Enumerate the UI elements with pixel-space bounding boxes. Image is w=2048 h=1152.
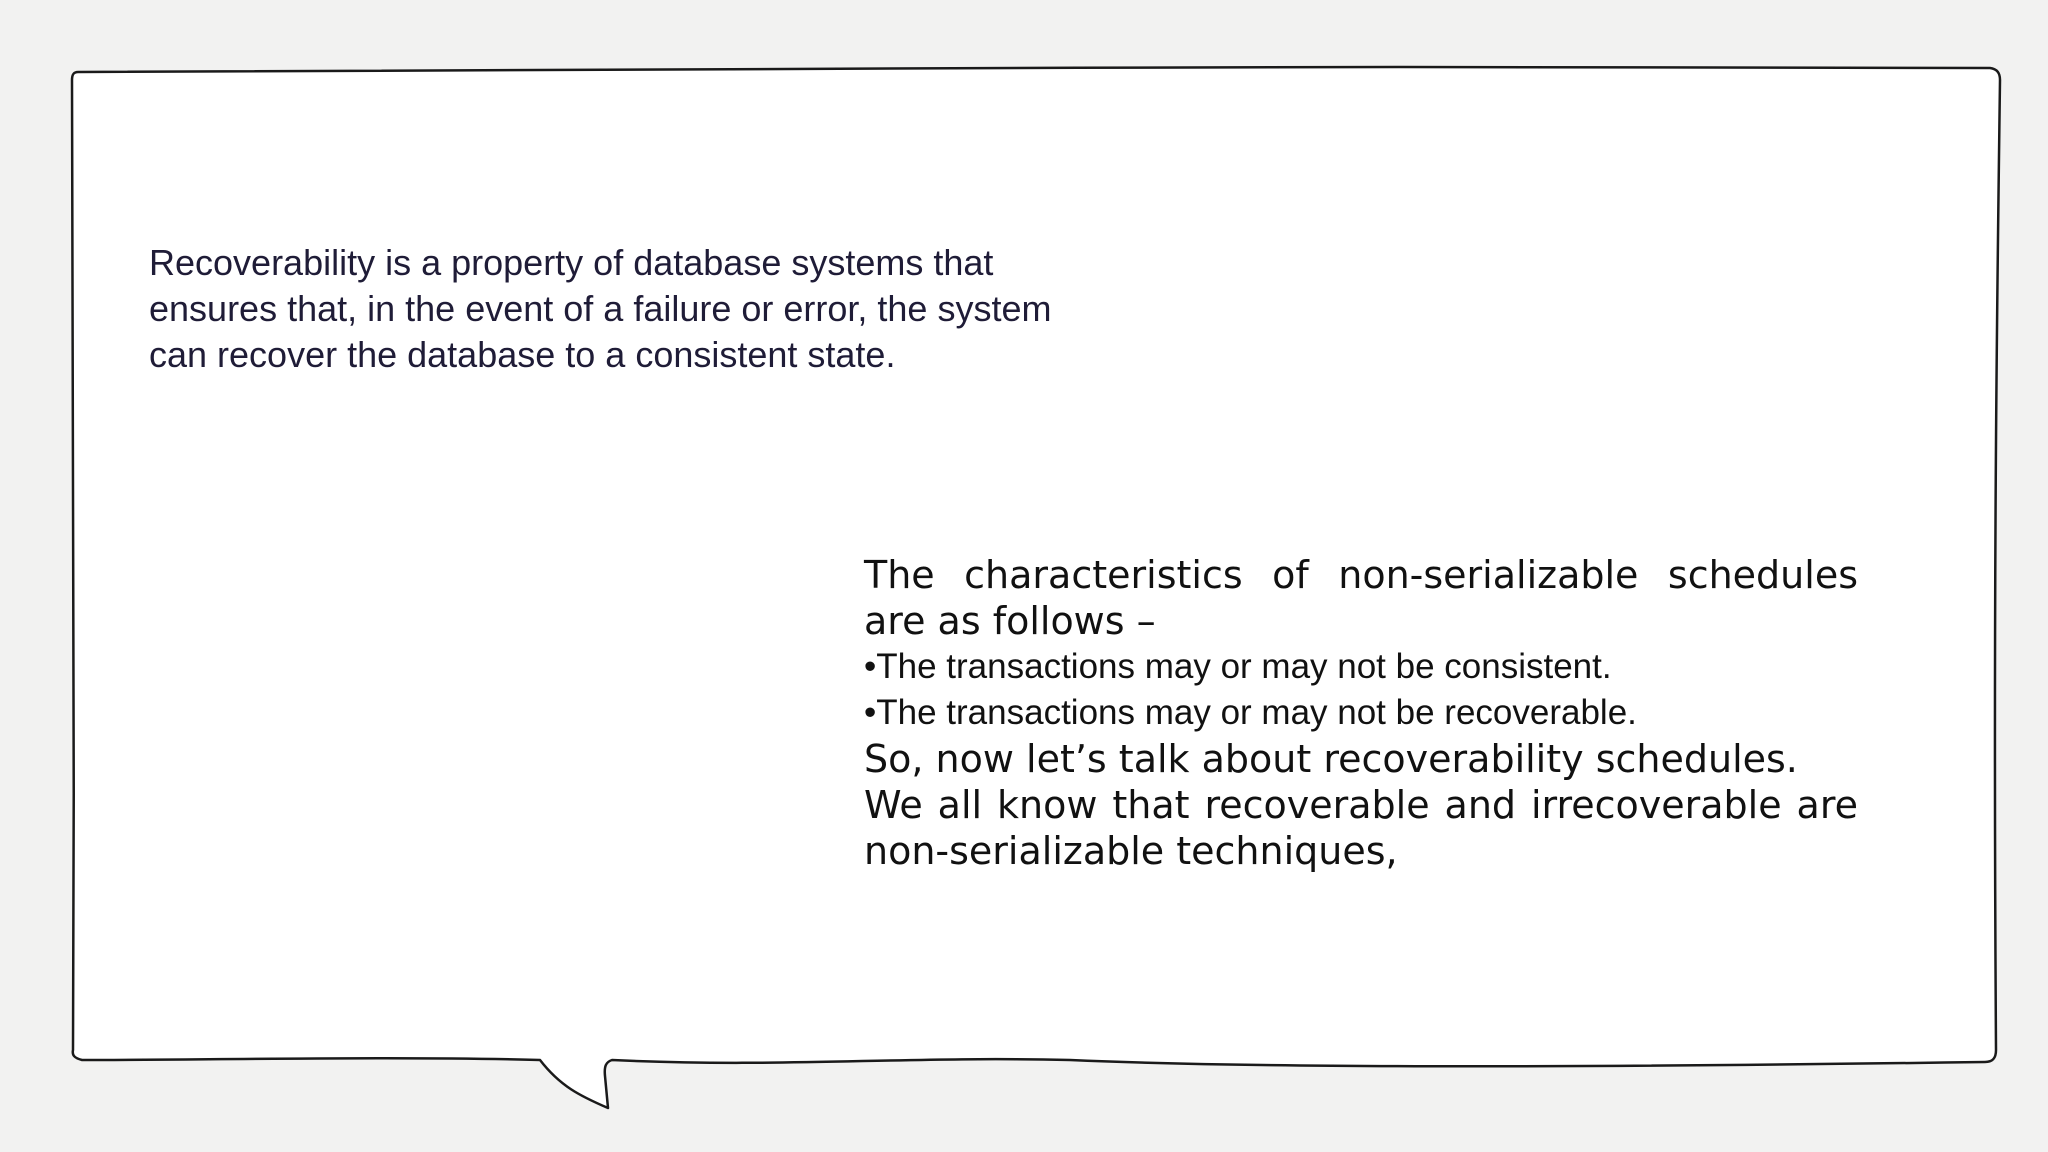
characteristics-intro: The characteristics of non-serializable schedules are as follows –: [864, 553, 1858, 643]
bullet-recoverable: •The transactions may or may not be recoverable.: [864, 693, 1637, 732]
characteristics-block: [864, 552, 1858, 874]
recoverability-schedules-line: So, now let’s talk about recoverability schedules.: [864, 737, 1798, 781]
techniques-line: We all know that recoverable and irrecoverable are non-serializable techniques,: [864, 783, 1858, 873]
bullet-consistent: •The transactions may or may not be consistent.: [864, 647, 1612, 686]
definition-text: Recoverability is a property of database systems that ensures that, in the event of a failure or error, the system can recover the database to a consistent state.: [149, 242, 1052, 375]
